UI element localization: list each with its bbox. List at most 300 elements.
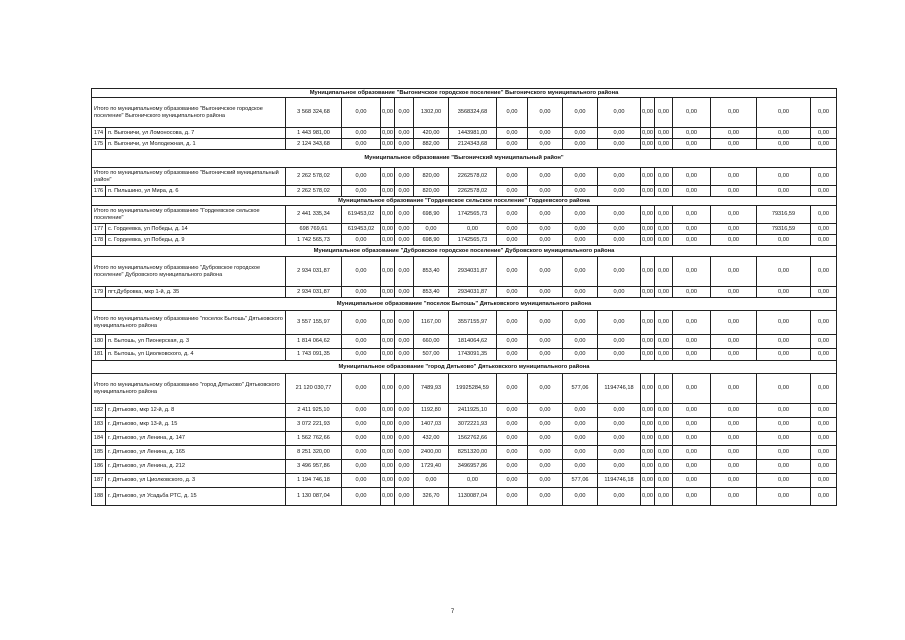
value-cell: 0,00	[655, 404, 673, 418]
value-cell: 0,00	[673, 474, 711, 488]
total-value-cell: 0,00	[811, 311, 837, 335]
value-cell: 0,00	[811, 404, 837, 418]
row-number: 177	[92, 224, 106, 235]
value-cell: 2 934 031,87	[286, 287, 342, 298]
value-cell: 0,00	[528, 139, 563, 150]
value-cell: 0,00	[641, 460, 655, 474]
value-cell: 0,00	[711, 186, 757, 197]
value-cell: 0,00	[497, 474, 528, 488]
value-cell: 0,00	[598, 224, 641, 235]
value-cell: 0,00	[811, 128, 837, 139]
value-cell: 0,00	[711, 418, 757, 432]
value-cell: 0,00	[497, 335, 528, 349]
value-cell: 3 072 221,93	[286, 418, 342, 432]
value-cell: 0,00	[598, 287, 641, 298]
value-cell: 0,00	[497, 186, 528, 197]
building-address: п. Выгоничи, ул Ломоносова, д. 7	[106, 128, 286, 139]
value-cell: 0,00	[711, 128, 757, 139]
value-cell: 853,40	[414, 287, 449, 298]
total-value-cell: 0,00	[655, 98, 673, 128]
total-value-cell: 0,00	[711, 311, 757, 335]
section-title: Муниципальное образование "Гордеевское сельское поселение" Гордеевского района	[92, 197, 837, 206]
value-cell: 0,00	[811, 474, 837, 488]
building-address: г. Дятьково, ул Усадьба РТС, д. 15	[106, 488, 286, 506]
total-value-cell: 0,00	[673, 98, 711, 128]
value-cell: 0,00	[673, 235, 711, 246]
value-cell: 0,00	[497, 349, 528, 361]
value-cell: 1 814 064,62	[286, 335, 342, 349]
register-body	[92, 89, 837, 506]
total-value-cell: 0,00	[811, 374, 837, 404]
total-value-cell: 3568324,68	[449, 98, 497, 128]
value-cell: 326,70	[414, 488, 449, 506]
building-address: г. Дятьково, мкр 13-й, д. 15	[106, 418, 286, 432]
total-value-cell: 0,00	[395, 98, 414, 128]
value-cell: 0,00	[598, 460, 641, 474]
total-value-cell: 0,00	[811, 98, 837, 128]
total-value-cell: 0,00	[563, 168, 598, 186]
value-cell: 0,00	[528, 186, 563, 197]
total-value-cell: 577,06	[563, 374, 598, 404]
value-cell: 0,00	[342, 349, 381, 361]
total-value-cell: 2 934 031,87	[286, 257, 342, 287]
total-value-cell: 2262578,02	[449, 168, 497, 186]
value-cell: 0,00	[655, 488, 673, 506]
row-number: 182	[92, 404, 106, 418]
total-value-cell: 0,00	[342, 374, 381, 404]
total-value-cell: 21 120 030,77	[286, 374, 342, 404]
total-value-cell: 0,00	[381, 374, 395, 404]
value-cell: 0,00	[811, 432, 837, 446]
row-number: 174	[92, 128, 106, 139]
value-cell: 0,00	[342, 460, 381, 474]
total-value-cell: 0,00	[395, 257, 414, 287]
value-cell: 1 194 746,18	[286, 474, 342, 488]
total-value-cell: 3 568 324,68	[286, 98, 342, 128]
value-cell: 0,00	[641, 335, 655, 349]
value-cell: 0,00	[598, 349, 641, 361]
total-value-cell: 0,00	[395, 206, 414, 224]
total-value-cell: 0,00	[598, 257, 641, 287]
value-cell: 0,00	[673, 488, 711, 506]
total-value-cell: 0,00	[598, 206, 641, 224]
total-value-cell: 0,00	[711, 98, 757, 128]
value-cell: 0,00	[811, 235, 837, 246]
value-cell: 0,00	[563, 224, 598, 235]
total-value-cell: 0,00	[528, 98, 563, 128]
total-label: Итого по муниципальному образованию "Выгоничское городское поселение" Выгоничского муниципального района	[92, 98, 286, 128]
value-cell: 0,00	[811, 460, 837, 474]
value-cell: 0,00	[563, 186, 598, 197]
total-label: Итого по муниципальному образованию "Гордеевское сельское поселение"	[92, 206, 286, 224]
total-value-cell: 3 557 155,97	[286, 311, 342, 335]
total-label: Итого по муниципальному образованию "Дубровское городское поселение" Дубровского муниципального района	[92, 257, 286, 287]
value-cell: 1 562 762,66	[286, 432, 342, 446]
building-address: г. Дятьково, ул Ленина, д. 212	[106, 460, 286, 474]
value-cell: 0,00	[598, 418, 641, 432]
value-cell: 820,00	[414, 186, 449, 197]
total-value-cell: 0,00	[563, 206, 598, 224]
value-cell: 0,00	[528, 474, 563, 488]
value-cell: 0,00	[563, 432, 598, 446]
total-value-cell: 0,00	[381, 168, 395, 186]
value-cell: 0,00	[757, 474, 811, 488]
value-cell: 0,00	[598, 446, 641, 460]
total-value-cell: 0,00	[497, 374, 528, 404]
building-row	[92, 287, 837, 298]
building-address: пгт.Дубровка, мкр 1-й, д. 35	[106, 287, 286, 298]
total-value-cell: 0,00	[757, 98, 811, 128]
total-value-cell: 2 441 335,34	[286, 206, 342, 224]
total-value-cell: 0,00	[641, 206, 655, 224]
value-cell: 0,00	[414, 224, 449, 235]
value-cell: 0,00	[673, 446, 711, 460]
value-cell: 0,00	[342, 474, 381, 488]
value-cell: 0,00	[395, 418, 414, 432]
value-cell: 420,00	[414, 128, 449, 139]
value-cell: 0,00	[711, 335, 757, 349]
value-cell: 0,00	[711, 287, 757, 298]
building-address: п. Выгоничи, ул Молодежная, д. 1	[106, 139, 286, 150]
value-cell: 0,00	[528, 446, 563, 460]
value-cell: 0,00	[711, 224, 757, 235]
value-cell: 660,00	[414, 335, 449, 349]
value-cell: 2 124 343,68	[286, 139, 342, 150]
value-cell: 0,00	[811, 186, 837, 197]
value-cell: 0,00	[757, 418, 811, 432]
total-value-cell: 3557155,97	[449, 311, 497, 335]
total-value-cell: 0,00	[757, 168, 811, 186]
value-cell: 0,00	[711, 460, 757, 474]
value-cell: 0,00	[342, 432, 381, 446]
value-cell: 0,00	[711, 446, 757, 460]
section-total-row	[92, 206, 837, 224]
building-address: с. Гордеевка, ул Победы, д. 14	[106, 224, 286, 235]
value-cell: 1 443 981,00	[286, 128, 342, 139]
total-value-cell: 0,00	[757, 374, 811, 404]
value-cell: 0,00	[673, 128, 711, 139]
total-value-cell: 0,00	[641, 98, 655, 128]
total-value-cell: 0,00	[381, 206, 395, 224]
total-value-cell: 1742565,73	[449, 206, 497, 224]
section-header-row	[92, 298, 837, 311]
value-cell: 0,00	[757, 432, 811, 446]
value-cell: 0,00	[598, 432, 641, 446]
value-cell: 0,00	[563, 128, 598, 139]
value-cell: 0,00	[381, 446, 395, 460]
total-value-cell: 0,00	[673, 374, 711, 404]
value-cell: 0,00	[395, 349, 414, 361]
building-address: г. Дятьково, ул Ленина, д. 165	[106, 446, 286, 460]
value-cell: 0,00	[381, 186, 395, 197]
value-cell: 2 411 925,10	[286, 404, 342, 418]
building-row	[92, 335, 837, 349]
total-value-cell: 0,00	[528, 206, 563, 224]
value-cell: 1814064,62	[449, 335, 497, 349]
value-cell: 0,00	[711, 139, 757, 150]
total-value-cell: 0,00	[497, 98, 528, 128]
building-row	[92, 139, 837, 150]
value-cell: 0,00	[342, 235, 381, 246]
total-value-cell: 7489,93	[414, 374, 449, 404]
value-cell: 0,00	[673, 418, 711, 432]
building-address: г. Дятьково, ул Циолковского, д. 3	[106, 474, 286, 488]
value-cell: 0,00	[381, 474, 395, 488]
value-cell: 0,00	[711, 432, 757, 446]
value-cell: 0,00	[528, 432, 563, 446]
total-value-cell: 0,00	[381, 98, 395, 128]
value-cell: 0,00	[641, 432, 655, 446]
value-cell: 0,00	[497, 139, 528, 150]
value-cell: 0,00	[381, 287, 395, 298]
value-cell: 0,00	[711, 488, 757, 506]
total-value-cell: 0,00	[528, 257, 563, 287]
value-cell: 0,00	[757, 349, 811, 361]
value-cell: 1742565,73	[449, 235, 497, 246]
value-cell: 8251320,00	[449, 446, 497, 460]
total-value-cell: 2 262 578,02	[286, 168, 342, 186]
value-cell: 1 130 087,04	[286, 488, 342, 506]
value-cell: 0,00	[395, 460, 414, 474]
total-value-cell: 0,00	[528, 168, 563, 186]
value-cell: 0,00	[641, 186, 655, 197]
total-value-cell: 0,00	[655, 311, 673, 335]
section-header-row	[92, 89, 837, 98]
value-cell: 3 496 957,86	[286, 460, 342, 474]
value-cell: 0,00	[598, 335, 641, 349]
building-row	[92, 488, 837, 506]
total-value-cell: 0,00	[381, 311, 395, 335]
value-cell: 0,00	[673, 224, 711, 235]
row-number: 185	[92, 446, 106, 460]
value-cell: 0,00	[497, 418, 528, 432]
value-cell: 0,00	[811, 418, 837, 432]
value-cell: 0,00	[655, 349, 673, 361]
value-cell: 1194746,18	[598, 474, 641, 488]
value-cell: 0,00	[395, 186, 414, 197]
total-value-cell: 853,40	[414, 257, 449, 287]
total-value-cell: 0,00	[711, 374, 757, 404]
value-cell: 0,00	[528, 335, 563, 349]
value-cell: 0,00	[598, 186, 641, 197]
value-cell: 0,00	[395, 474, 414, 488]
total-value-cell: 0,00	[563, 257, 598, 287]
value-cell: 0,00	[563, 335, 598, 349]
total-value-cell: 0,00	[342, 257, 381, 287]
value-cell: 0,00	[528, 224, 563, 235]
value-cell: 0,00	[563, 404, 598, 418]
value-cell: 0,00	[655, 287, 673, 298]
row-number: 179	[92, 287, 106, 298]
building-address: п. Бытошь, ул Циолковского, д. 4	[106, 349, 286, 361]
value-cell: 0,00	[673, 432, 711, 446]
section-title: Муниципальное образование "город Дятьково" Дятьковского муниципального района	[92, 361, 837, 374]
value-cell: 0,00	[598, 128, 641, 139]
total-value-cell: 0,00	[598, 168, 641, 186]
value-cell: 0,00	[342, 287, 381, 298]
value-cell: 0,00	[563, 488, 598, 506]
value-cell: 0,00	[381, 404, 395, 418]
total-value-cell: 1167,00	[414, 311, 449, 335]
section-title: Муниципальное образование "Выгоничское городское поселение" Выгоничского муниципального района	[92, 89, 837, 98]
value-cell: 0,00	[673, 460, 711, 474]
row-number: 183	[92, 418, 106, 432]
total-label: Итого по муниципальному образованию "поселок Бытошь" Дятьковского муниципального района	[92, 311, 286, 335]
value-cell: 0,00	[641, 139, 655, 150]
section-total-row	[92, 311, 837, 335]
value-cell: 0,00	[381, 349, 395, 361]
value-cell: 2934031,87	[449, 287, 497, 298]
value-cell: 432,00	[414, 432, 449, 446]
value-cell: 0,00	[497, 432, 528, 446]
value-cell: 0,00	[497, 488, 528, 506]
total-value-cell: 0,00	[673, 206, 711, 224]
value-cell: 0,00	[563, 418, 598, 432]
building-address: п. Бытошь, ул Пионерская, д. 3	[106, 335, 286, 349]
row-number: 186	[92, 460, 106, 474]
value-cell: 0,00	[655, 460, 673, 474]
building-address: с. Гордеевка, ул Победы, д. 9	[106, 235, 286, 246]
value-cell: 0,00	[711, 404, 757, 418]
value-cell: 1729,40	[414, 460, 449, 474]
value-cell: 0,00	[757, 235, 811, 246]
value-cell: 698 769,61	[286, 224, 342, 235]
value-cell: 1130087,04	[449, 488, 497, 506]
section-header-row	[92, 361, 837, 374]
value-cell: 0,00	[673, 335, 711, 349]
value-cell: 0,00	[757, 460, 811, 474]
value-cell: 0,00	[563, 446, 598, 460]
total-value-cell: 0,00	[757, 311, 811, 335]
total-value-cell: 0,00	[673, 311, 711, 335]
building-row	[92, 235, 837, 246]
value-cell: 0,00	[655, 235, 673, 246]
value-cell: 0,00	[528, 128, 563, 139]
value-cell: 1 742 565,73	[286, 235, 342, 246]
value-cell: 1192,80	[414, 404, 449, 418]
value-cell: 0,00	[673, 186, 711, 197]
building-row	[92, 404, 837, 418]
value-cell: 0,00	[811, 224, 837, 235]
value-cell: 0,00	[811, 335, 837, 349]
value-cell: 0,00	[342, 446, 381, 460]
value-cell: 1743091,35	[449, 349, 497, 361]
value-cell: 0,00	[395, 235, 414, 246]
value-cell: 1407,03	[414, 418, 449, 432]
value-cell: 0,00	[381, 432, 395, 446]
value-cell: 0,00	[711, 474, 757, 488]
section-total-row	[92, 257, 837, 287]
value-cell: 0,00	[497, 446, 528, 460]
value-cell: 0,00	[528, 460, 563, 474]
total-value-cell: 0,00	[381, 257, 395, 287]
value-cell: 0,00	[342, 488, 381, 506]
value-cell: 0,00	[811, 488, 837, 506]
value-cell: 0,00	[395, 128, 414, 139]
value-cell: 2124343,68	[449, 139, 497, 150]
value-cell: 0,00	[528, 488, 563, 506]
value-cell: 1 743 091,35	[286, 349, 342, 361]
value-cell: 2262578,02	[449, 186, 497, 197]
value-cell: 0,00	[641, 287, 655, 298]
total-value-cell: 0,00	[497, 206, 528, 224]
value-cell: 0,00	[497, 128, 528, 139]
building-row	[92, 349, 837, 361]
building-address: п. Пильшино, ул Мира, д. 6	[106, 186, 286, 197]
total-value-cell: 0,00	[563, 98, 598, 128]
total-value-cell: 0,00	[811, 206, 837, 224]
value-cell: 0,00	[655, 224, 673, 235]
value-cell: 0,00	[528, 418, 563, 432]
total-value-cell: 79316,59	[757, 206, 811, 224]
total-value-cell: 0,00	[342, 311, 381, 335]
value-cell: 0,00	[497, 460, 528, 474]
value-cell: 0,00	[711, 349, 757, 361]
section-total-row	[92, 98, 837, 128]
value-cell: 882,00	[414, 139, 449, 150]
total-value-cell: 1302,00	[414, 98, 449, 128]
row-number: 184	[92, 432, 106, 446]
total-value-cell: 19925284,59	[449, 374, 497, 404]
value-cell: 0,00	[342, 404, 381, 418]
total-value-cell: 0,00	[497, 257, 528, 287]
value-cell: 0,00	[641, 235, 655, 246]
value-cell: 0,00	[395, 404, 414, 418]
section-header-row	[92, 197, 837, 206]
building-row	[92, 186, 837, 197]
repair-register-table	[91, 88, 837, 506]
value-cell: 619453,02	[342, 224, 381, 235]
value-cell: 1443981,00	[449, 128, 497, 139]
value-cell: 0,00	[414, 474, 449, 488]
row-number: 181	[92, 349, 106, 361]
value-cell: 0,00	[673, 404, 711, 418]
value-cell: 0,00	[395, 287, 414, 298]
total-value-cell: 0,00	[711, 257, 757, 287]
section-title: Муниципальное образование "Выгоничский муниципальный район"	[92, 150, 837, 168]
value-cell: 0,00	[655, 186, 673, 197]
value-cell: 507,00	[414, 349, 449, 361]
building-row	[92, 432, 837, 446]
value-cell: 0,00	[342, 139, 381, 150]
value-cell: 0,00	[528, 404, 563, 418]
value-cell: 0,00	[395, 432, 414, 446]
total-value-cell: 619453,02	[342, 206, 381, 224]
value-cell: 0,00	[757, 404, 811, 418]
total-value-cell: 0,00	[641, 311, 655, 335]
value-cell: 0,00	[655, 474, 673, 488]
value-cell: 0,00	[528, 235, 563, 246]
section-title: Муниципальное образование "Дубровское городское поселение" Дубровского муниципального района	[92, 246, 837, 257]
value-cell: 0,00	[641, 128, 655, 139]
total-label: Итого по муниципальному образованию "город Дятьково" Дятьковского муниципального района	[92, 374, 286, 404]
value-cell: 0,00	[395, 224, 414, 235]
value-cell: 0,00	[563, 235, 598, 246]
total-value-cell: 0,00	[641, 374, 655, 404]
total-value-cell: 0,00	[757, 257, 811, 287]
value-cell: 0,00	[395, 446, 414, 460]
total-value-cell: 0,00	[395, 168, 414, 186]
value-cell: 0,00	[757, 335, 811, 349]
total-value-cell: 0,00	[598, 311, 641, 335]
value-cell: 0,00	[655, 128, 673, 139]
value-cell: 0,00	[641, 224, 655, 235]
value-cell: 0,00	[381, 335, 395, 349]
row-number: 188	[92, 488, 106, 506]
total-value-cell: 0,00	[655, 257, 673, 287]
total-value-cell: 0,00	[342, 168, 381, 186]
total-value-cell: 0,00	[655, 206, 673, 224]
